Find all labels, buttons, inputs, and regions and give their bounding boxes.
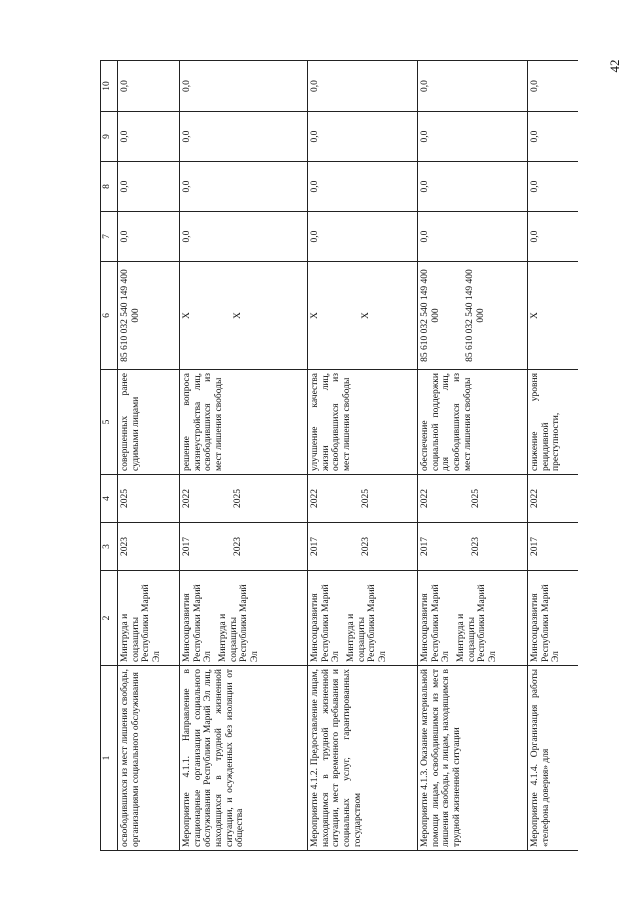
budget-code: X bbox=[182, 312, 192, 319]
end-year-cell bbox=[118, 475, 180, 523]
measure-name: Мероприятие 4.1.1. Направление в стационарные организации социального обслуживания Республики Марий Эл лиц, находящихся в трудной жизненной ситуации, и осужденных без изоляции от общества bbox=[180, 666, 308, 851]
executor: Минсоцразвития Республики Марий Эл bbox=[310, 584, 342, 662]
column-header: 8 bbox=[101, 162, 118, 212]
value-cell: 0,0 bbox=[118, 112, 180, 162]
value-cell: 0,0 bbox=[118, 162, 180, 212]
executor: Минтруда и соцзащиты Республики Марий Эл bbox=[455, 584, 498, 662]
table-row bbox=[180, 61, 308, 851]
rotated-table-container bbox=[100, 61, 620, 851]
value-cell: 0,0 bbox=[418, 61, 528, 112]
end-year: 2025 bbox=[120, 489, 130, 508]
expected-result-cell bbox=[308, 370, 418, 475]
value-cell: 0,0 bbox=[418, 212, 528, 262]
executor-cell bbox=[308, 571, 418, 666]
value-cell: 0,0 bbox=[528, 212, 578, 262]
end-year: 2025 bbox=[232, 489, 243, 508]
value-cell: 0,0 bbox=[118, 212, 180, 262]
budget-code: 85 610 032 540 149 400 000 bbox=[120, 269, 141, 362]
executor-cell bbox=[180, 571, 308, 666]
measure-name: Мероприятие 4.1.2. Предоставление лицам, находящимся в трудной жизненной ситуации, мест временного пребывания и социальных услуг, гарантированных государством bbox=[308, 666, 418, 851]
column-header: 4 bbox=[101, 475, 118, 523]
executor-cell bbox=[418, 571, 528, 666]
table-row bbox=[308, 61, 418, 851]
end-year: 2022 bbox=[420, 489, 430, 508]
value-cell: 0,0 bbox=[118, 61, 180, 112]
budget-code-cell bbox=[528, 262, 578, 370]
expected-result: решение вопроса жизнеустройства лиц, освободившихся из мест лишения свободы bbox=[182, 373, 224, 471]
measures-table bbox=[100, 60, 578, 851]
header-row bbox=[101, 61, 118, 851]
end-year-cell bbox=[418, 475, 528, 523]
value-cell: 0,0 bbox=[308, 212, 418, 262]
expected-result-cell bbox=[118, 370, 180, 475]
executor-cell bbox=[118, 571, 180, 666]
end-year-cell bbox=[308, 475, 418, 523]
start-year: 2023 bbox=[470, 537, 481, 556]
start-year: 2023 bbox=[232, 537, 243, 556]
page-number: 42 bbox=[607, 59, 622, 73]
value-cell: 0,0 bbox=[418, 162, 528, 212]
start-year-cell bbox=[308, 523, 418, 571]
column-header: 1 bbox=[101, 666, 118, 851]
expected-result: совершенных ранее судимыми лицами bbox=[120, 373, 141, 471]
budget-code: X bbox=[360, 312, 371, 319]
start-year: 2017 bbox=[182, 537, 192, 556]
column-header: 6 bbox=[101, 262, 118, 370]
value-cell: 0,0 bbox=[308, 162, 418, 212]
value-cell: 0,0 bbox=[180, 112, 308, 162]
start-year-cell bbox=[528, 523, 578, 571]
expected-result: снижение уровня рецидивной преступности, bbox=[530, 373, 562, 471]
start-year: 2017 bbox=[310, 537, 320, 556]
expected-result-cell bbox=[418, 370, 528, 475]
value-cell: 0,0 bbox=[528, 61, 578, 112]
end-year: 2022 bbox=[530, 489, 540, 508]
value-cell: 0,0 bbox=[528, 112, 578, 162]
start-year: 2023 bbox=[120, 537, 130, 556]
measure-name: Мероприятие 4.1.4. Организация работы «телефона доверия» для bbox=[528, 666, 578, 851]
measure-name: освободившихся из мест лишения свободы, организациями социального обслуживания bbox=[118, 666, 180, 851]
executor: Минтруда и соцзащиты Республики Марий Эл bbox=[345, 584, 388, 662]
table-row bbox=[528, 61, 578, 851]
start-year: 2017 bbox=[420, 537, 430, 556]
expected-result: улучшение качества жизни лиц, освободившихся из мест лишения свободы bbox=[310, 373, 352, 471]
start-year-cell bbox=[180, 523, 308, 571]
end-year: 2025 bbox=[360, 489, 371, 508]
end-year: 2025 bbox=[470, 489, 481, 508]
value-cell: 0,0 bbox=[528, 162, 578, 212]
executor: Минтруда и соцзащиты Республики Марий Эл bbox=[217, 584, 260, 662]
expected-result-cell bbox=[528, 370, 578, 475]
value-cell: 0,0 bbox=[418, 112, 528, 162]
column-header: 9 bbox=[101, 112, 118, 162]
column-header: 5 bbox=[101, 370, 118, 475]
value-cell: 0,0 bbox=[180, 212, 308, 262]
executor: Минтруда и соцзащиты Республики Марий Эл bbox=[120, 584, 162, 662]
table-row bbox=[418, 61, 528, 851]
column-header: 3 bbox=[101, 523, 118, 571]
start-year-cell bbox=[118, 523, 180, 571]
start-year: 2017 bbox=[530, 537, 540, 556]
value-cell: 0,0 bbox=[308, 61, 418, 112]
end-year-cell bbox=[528, 475, 578, 523]
budget-code-cell bbox=[308, 262, 418, 370]
column-header: 10 bbox=[101, 61, 118, 112]
executor: Минсоцразвития Республики Марий Эл bbox=[182, 584, 214, 662]
executor-cell bbox=[528, 571, 578, 666]
budget-code: X bbox=[310, 312, 320, 319]
measure-name: Мероприятие 4.1.3. Оказание материальной помощи лицам, освободившимся из мест лишения свободы, и лицам, находящимся в трудной жизненной ситуации bbox=[418, 666, 528, 851]
start-year-cell bbox=[418, 523, 528, 571]
column-header: 2 bbox=[101, 571, 118, 666]
end-year: 2022 bbox=[182, 489, 192, 508]
budget-code: 85 610 032 540 149 400 000 bbox=[465, 269, 486, 362]
column-header: 7 bbox=[101, 212, 118, 262]
executor: Минсоцразвития Республики Марий Эл bbox=[420, 584, 452, 662]
budget-code-cell bbox=[118, 262, 180, 370]
executor: Минсоцразвития Республики Марий Эл bbox=[530, 584, 562, 662]
end-year: 2022 bbox=[310, 489, 320, 508]
end-year-cell bbox=[180, 475, 308, 523]
budget-code: X bbox=[232, 312, 243, 319]
budget-code-cell bbox=[180, 262, 308, 370]
budget-code-cell bbox=[418, 262, 528, 370]
value-cell: 0,0 bbox=[180, 162, 308, 212]
value-cell: 0,0 bbox=[308, 112, 418, 162]
budget-code: X bbox=[530, 312, 540, 319]
expected-result-cell bbox=[180, 370, 308, 475]
expected-result: обеспечение социальной поддержки для лиц, освободившихся из мест лишения свободы bbox=[420, 373, 473, 471]
table-row bbox=[118, 61, 180, 851]
value-cell: 0,0 bbox=[180, 61, 308, 112]
budget-code: 85 610 032 540 149 400 000 bbox=[420, 269, 441, 362]
start-year: 2023 bbox=[360, 537, 371, 556]
